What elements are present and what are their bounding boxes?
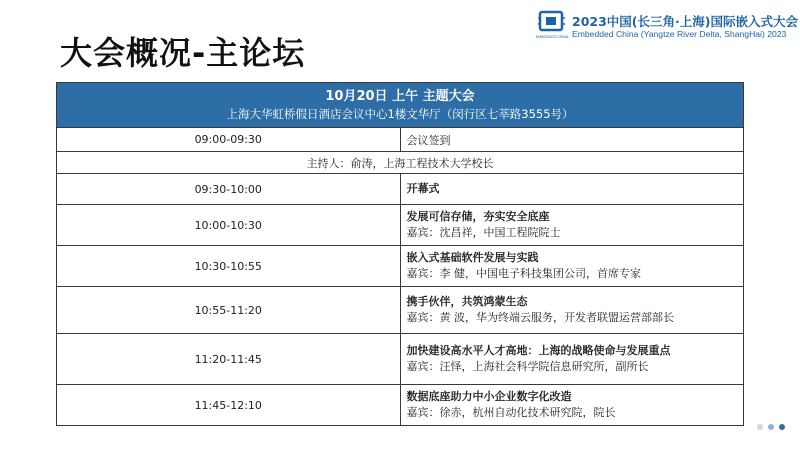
talk-cell [400,334,744,385]
table-row [57,152,744,174]
host-cell: 主持人：俞涛，上海工程技术大学校长 [57,152,744,174]
embedded-china-logo-icon [535,10,569,40]
time-cell: 09:30-10:00 [57,174,401,205]
talk-guest: 嘉宾：徐赤，杭州自动化技术研究院，院长 [406,406,616,419]
talk-title: 携手伙伴，共筑鸿蒙生态 [406,295,528,308]
talk-title: 数据底座助力中小企业数字化改造 [406,390,572,403]
talk-cell [400,385,744,426]
time-cell: 11:45-12:10 [57,385,401,426]
event-brand [535,10,798,44]
time-cell: 11:20-11:45 [57,334,401,385]
agenda-item-title: 开幕式 [400,174,744,205]
table-row [57,385,744,426]
table-row [57,174,744,205]
time-cell: 10:30-10:55 [57,246,401,287]
svg-text:EMBEDDED CHINA: EMBEDDED CHINA [535,35,569,39]
time-cell: 09:00-09:30 [57,128,401,152]
brand-name-en: Embedded China (Yangtze River Delta, ShangHai) 2023 [572,29,787,39]
table-row [57,334,744,385]
table-row [57,128,744,152]
table-row [57,287,744,334]
table-row [57,246,744,287]
talk-cell [400,246,744,287]
talk-cell [400,205,744,246]
dot-icon [757,424,763,430]
talk-title: 发展可信存储，夯实安全底座 [406,210,550,223]
table-row [57,205,744,246]
brand-name-cn: 2023中国(长三角·上海)国际嵌入式大会 [572,14,798,29]
talk-title: 加快建设高水平人才高地：上海的战略使命与发展重点 [406,344,671,357]
time-cell: 10:00-10:30 [57,205,401,246]
time-cell: 10:55-11:20 [57,287,401,334]
talk-title: 嵌入式基础软件发展与实践 [406,251,539,264]
talk-guest: 嘉宾：沈昌祥，中国工程院院士 [406,226,561,239]
agenda-table [56,82,744,426]
page-title: 大会概况-主论坛 [60,34,306,72]
talk-guest: 嘉宾：汪怿，上海社会科学院信息研究所，副所长 [406,360,649,373]
dot-icon [768,424,774,430]
agenda-header-title: 10月20日 上午 主题大会 [325,89,475,104]
dot-icon [779,424,785,430]
agenda-header-venue: 上海大华虹桥假日酒店会议中心1楼文华厅（闵行区七莘路3555号） [226,107,574,121]
talk-guest: 嘉宾：李 健，中国电子科技集团公司，首席专家 [406,267,641,280]
talk-guest: 嘉宾：黄 波，华为终端云服务，开发者联盟运营部部长 [406,311,674,324]
agenda-item-text: 会议签到 [400,128,744,152]
talk-cell [400,287,744,334]
agenda-header [57,83,744,128]
